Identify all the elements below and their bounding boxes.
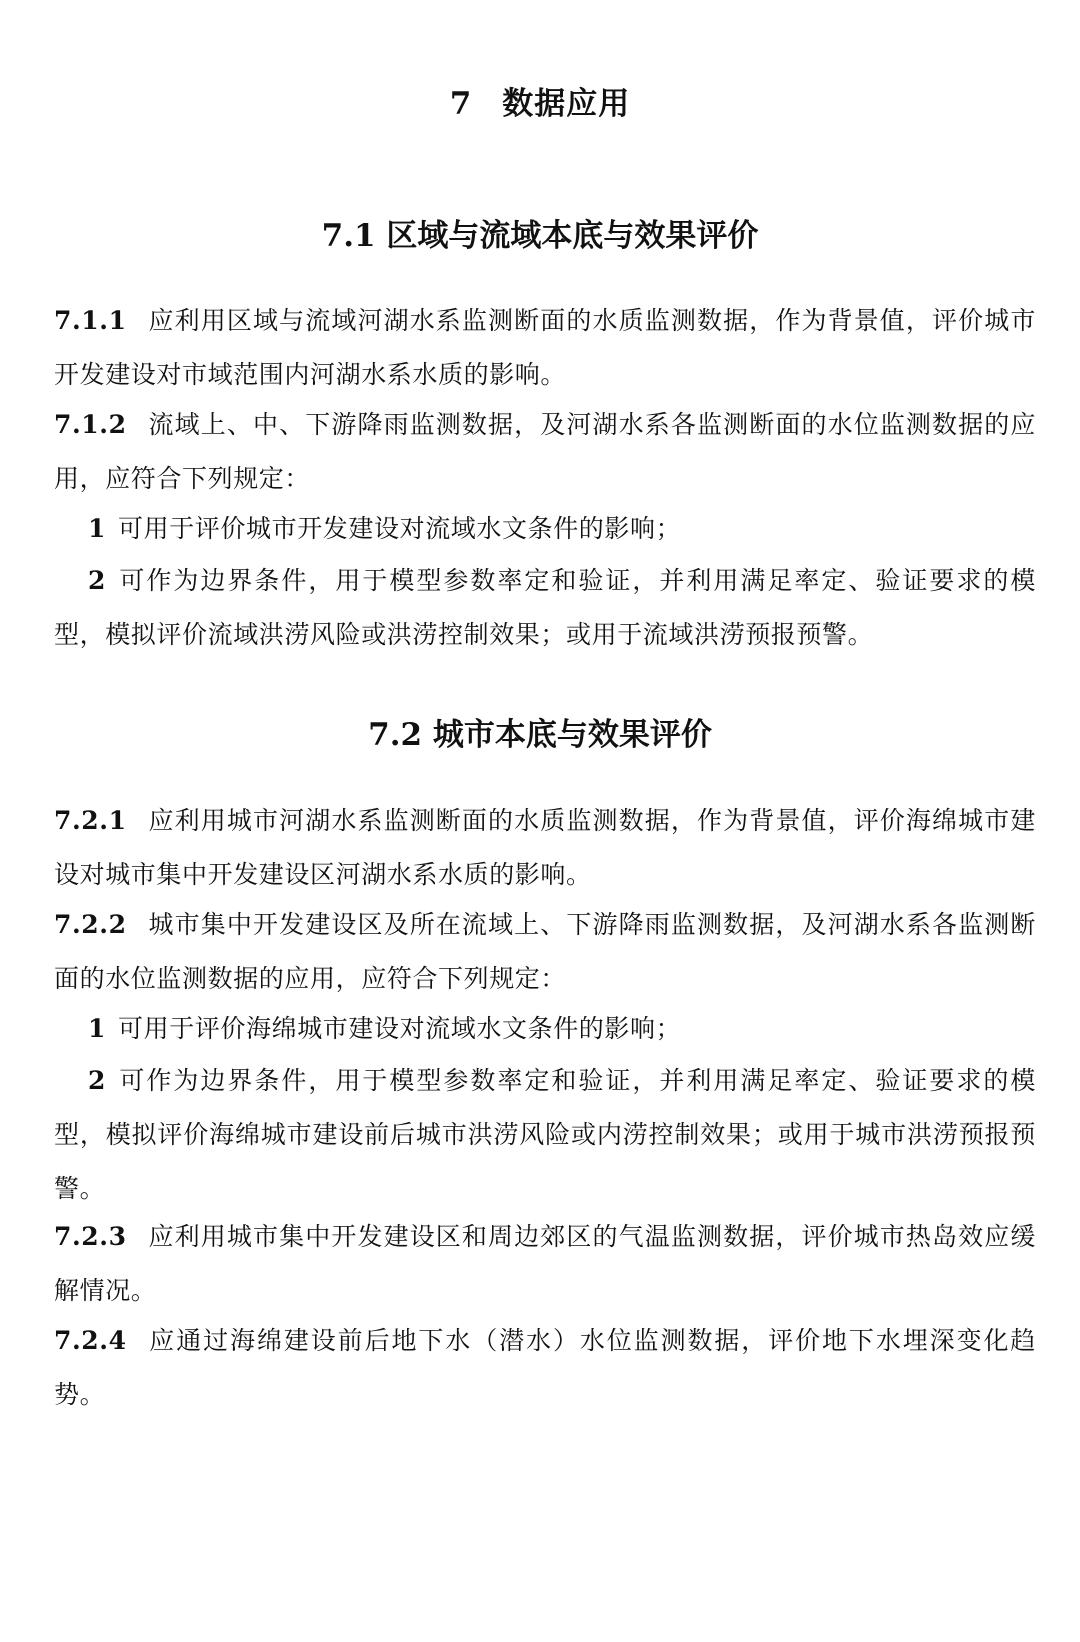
clause-7-1-2-item-1 [54, 502, 1036, 556]
clause-number: 7.2.3 [54, 1222, 127, 1251]
section-heading-7-2: 7.2 城市本底与效果评价 [368, 717, 712, 753]
clause-7-2-3 [54, 1210, 1036, 1318]
item-number: 1 [88, 1014, 106, 1043]
clause-text: 应利用区域与流域河湖水系监测断面的水质监测数据，作为背景值，评价城市开发建设对市域范围内河湖水系水质的影响。 [54, 306, 1036, 389]
clause-number: 7.2.1 [54, 806, 127, 835]
item-number: 2 [88, 1066, 106, 1095]
clause-7-2-2 [54, 898, 1036, 1006]
clause-7-2-4 [54, 1314, 1036, 1422]
section-heading-7-1: 7.1 区域与流域本底与效果评价 [321, 218, 759, 254]
chapter-title-text: 数据应用 [502, 86, 631, 122]
chapter-number: 7 [449, 86, 473, 122]
clause-text: 应利用城市集中开发建设区和周边郊区的气温监测数据，评价城市热岛效应缓解情况。 [54, 1222, 1036, 1305]
clause-text: 流域上、中、下游降雨监测数据，及河湖水系各监测断面的水位监测数据的应用，应符合下列规定： [54, 410, 1036, 493]
clause-text: 城市集中开发建设区及所在流域上、下游降雨监测数据，及河湖水系各监测断面的水位监测数据的应用，应符合下列规定： [54, 910, 1036, 993]
item-number: 2 [88, 566, 106, 595]
clause-text: 应利用城市河湖水系监测断面的水质监测数据，作为背景值，评价海绵城市建设对城市集中开发建设区河湖水系水质的影响。 [54, 806, 1036, 889]
clause-number: 7.2.4 [54, 1326, 127, 1355]
clause-number: 7.1.1 [54, 306, 127, 335]
item-text: 可作为边界条件，用于模型参数率定和验证，并利用满足率定、验证要求的模型，模拟评价海绵城市建设前后城市洪涝风险或内涝控制效果；或用于城市洪涝预报预警。 [54, 1066, 1036, 1203]
clause-text: 应通过海绵建设前后地下水（潜水）水位监测数据，评价地下水埋深变化趋势。 [54, 1326, 1036, 1409]
clause-7-2-2-item-1 [54, 1002, 1036, 1056]
clause-number: 7.2.2 [54, 910, 127, 939]
chapter-title [0, 84, 1080, 124]
item-number: 1 [88, 514, 106, 543]
clause-7-1-2 [54, 398, 1036, 506]
item-text: 可用于评价海绵城市建设对流域水文条件的影响； [118, 1014, 682, 1043]
clause-number: 7.1.2 [54, 410, 127, 439]
clause-7-1-1 [54, 294, 1036, 402]
item-text: 可用于评价城市开发建设对流域水文条件的影响； [118, 514, 682, 543]
clause-7-1-2-item-2 [54, 554, 1036, 662]
clause-7-2-1 [54, 794, 1036, 902]
clause-7-2-2-item-2 [54, 1054, 1036, 1216]
item-text: 可作为边界条件，用于模型参数率定和验证，并利用满足率定、验证要求的模型，模拟评价流域洪涝风险或洪涝控制效果；或用于流域洪涝预报预警。 [54, 566, 1036, 649]
